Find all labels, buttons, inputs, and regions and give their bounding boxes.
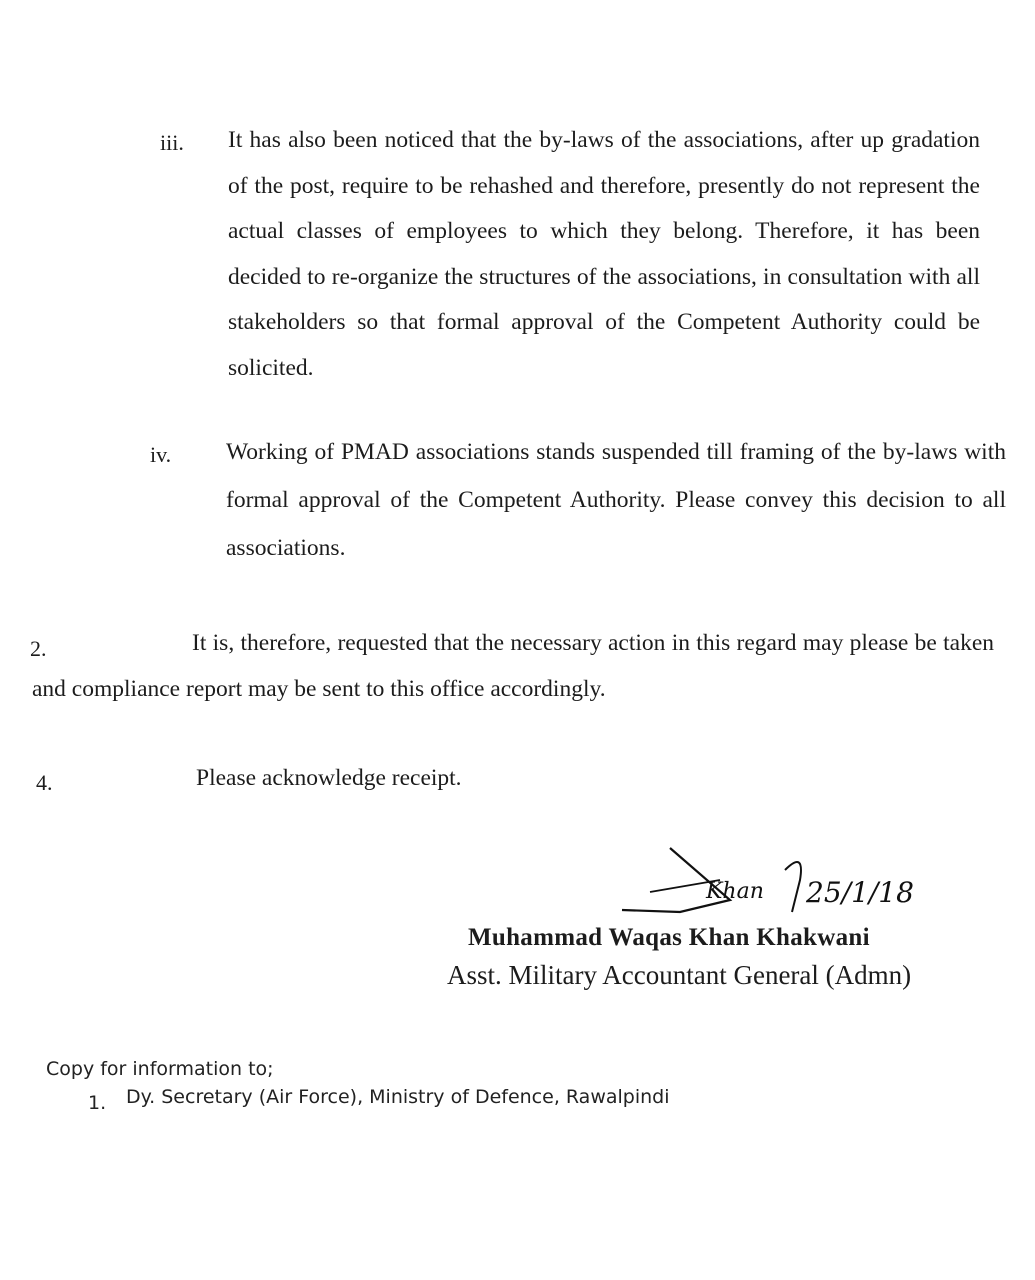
item-marker: iv.: [150, 442, 172, 467]
svg-text:Khan: Khan: [706, 879, 764, 904]
paragraph-number: 4.: [36, 770, 53, 795]
svg-text:25/1/18: 25/1/18: [806, 876, 914, 909]
copy-entry-text: Dy. Secretary (Air Force), Ministry of Defence, Rawalpindi: [126, 1086, 670, 1108]
copy-entry-number: 1.: [88, 1092, 107, 1114]
signatory-name: Muhammad Waqas Khan Khakwani: [468, 924, 870, 951]
item-text: Working of PMAD associations stands suspended till framing of the by-laws with formal approval of the Competent Authority. Please convey this decision to all associations.: [226, 439, 1006, 561]
copy-heading: Copy for information to;: [46, 1058, 274, 1080]
paragraph-text: It is, therefore, requested that the necessary action in this regard may please be taken and compliance report may be sent to this office accordingly.: [32, 630, 994, 702]
signatory-designation: Asst. Military Accountant General (Admn): [447, 960, 912, 990]
item-marker: iii.: [160, 130, 184, 155]
item-text: It has also been noticed that the by-laws of the associations, after up gradation of the post, require to be rehashed and therefore, presently do not represent the actual classes of employees to which they belong. Therefore, it has been decided to re-organize the structures of the associations, in consultation with all stakeholders so that formal approval of the Competent Authority could be solicited.: [228, 127, 980, 381]
handwritten-signature: [610, 840, 930, 930]
paragraph-number: 2.: [30, 636, 47, 661]
paragraph-text: Please acknowledge receipt.: [196, 765, 462, 791]
